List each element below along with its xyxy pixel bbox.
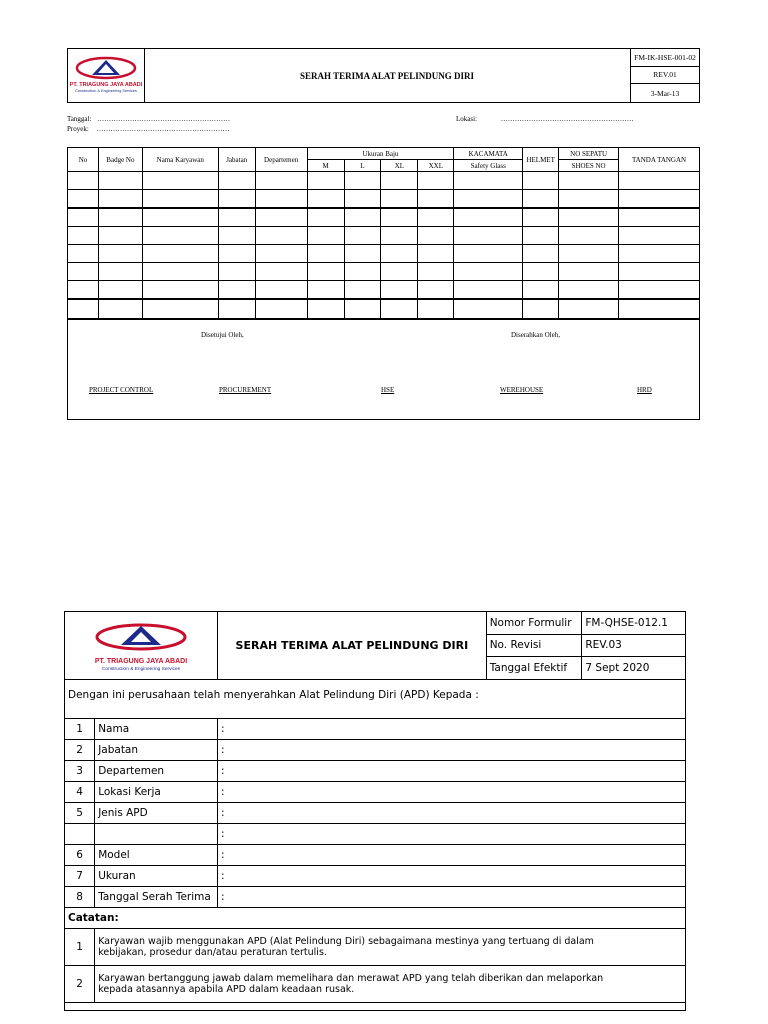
col-departemen: Departemen <box>255 148 307 172</box>
field-row <box>65 740 686 761</box>
table-cell <box>344 208 381 227</box>
apd-distribution-table <box>67 147 700 320</box>
field-row <box>65 845 686 866</box>
table-cell <box>381 299 418 320</box>
col-nama: Nama Karyawan <box>142 148 218 172</box>
signer-procurement: PROCUREMENT <box>219 386 272 394</box>
note-text <box>95 966 686 1003</box>
table-cell <box>619 263 700 281</box>
table-cell <box>523 190 559 209</box>
notes-body <box>65 929 686 1003</box>
col-ttd: TANDA TANGAN <box>619 148 700 172</box>
field-row <box>65 761 686 782</box>
col-sepatu: NO SEPATU <box>559 148 619 160</box>
company-logo <box>68 49 145 102</box>
field-label: Nama <box>95 719 218 740</box>
table-cell <box>454 227 523 245</box>
field-number <box>65 824 95 845</box>
table-cell <box>307 281 344 300</box>
tanggal-dots: ………………………………………………… <box>97 115 231 123</box>
form1-meta <box>631 49 699 102</box>
proyek-label: Proyek: <box>67 125 89 133</box>
field-label: Model <box>95 845 218 866</box>
table-cell <box>218 190 255 209</box>
field-row <box>65 719 686 740</box>
field-label: Jenis APD <box>95 803 218 824</box>
table-cell <box>255 245 307 263</box>
field-number: 6 <box>65 845 95 866</box>
field-value[interactable]: : <box>218 824 686 845</box>
table-cell <box>98 245 142 263</box>
table-cell <box>559 281 619 300</box>
field-row <box>65 824 686 845</box>
col-shoes: SHOES NO <box>559 160 619 172</box>
table-cell <box>218 299 255 320</box>
table-cell <box>619 281 700 300</box>
table-cell <box>523 263 559 281</box>
table-row <box>68 172 700 190</box>
table-cell <box>68 299 99 320</box>
table-cell <box>454 172 523 190</box>
table-cell <box>255 190 307 209</box>
table-cell <box>142 281 218 300</box>
col-badge: Badge No <box>98 148 142 172</box>
intro-text: Dengan ini perusahaan telah menyerahkan Alat Pelindung Diri (APD) Kepada : <box>65 680 686 711</box>
table-cell <box>68 208 99 227</box>
field-value[interactable]: : <box>218 740 686 761</box>
form1-title: SERAH TERIMA ALAT PELINDUNG DIRI <box>144 49 631 102</box>
table-cell <box>344 299 381 320</box>
table-cell <box>454 263 523 281</box>
table-cell <box>418 245 454 263</box>
table-cell <box>381 190 418 209</box>
table-cell <box>418 227 454 245</box>
table-cell <box>255 299 307 320</box>
col-ukuran: Ukuran Baju <box>307 148 454 160</box>
table-cell <box>619 190 700 209</box>
table-cell <box>307 172 344 190</box>
fields-body <box>65 719 686 908</box>
field-value[interactable]: : <box>218 761 686 782</box>
table-cell <box>142 245 218 263</box>
field-row <box>65 803 686 824</box>
form1-date: 3-Mar-13 <box>650 88 680 98</box>
table-cell <box>454 245 523 263</box>
table-cell <box>381 172 418 190</box>
field-number: 1 <box>65 719 95 740</box>
meta-value: REV.03 <box>582 634 686 657</box>
table-row <box>68 281 700 300</box>
signer-hrd: HRD <box>637 386 652 394</box>
table-cell <box>418 172 454 190</box>
table-cell <box>218 172 255 190</box>
proyek-dots: ………………………………………………… <box>96 125 230 133</box>
col-jabatan: Jabatan <box>218 148 255 172</box>
logo2-company-text: PT. TRIAGUNG JAYA ABADI <box>94 658 188 665</box>
form1-code: FM-IK-HSE-001-02 <box>631 49 699 67</box>
meta-label: Tanggal Efektif <box>486 657 582 680</box>
table-cell <box>68 227 99 245</box>
table-cell <box>307 190 344 209</box>
table-cell <box>344 245 381 263</box>
table-cell <box>559 190 619 209</box>
table-cell <box>344 172 381 190</box>
table-cell <box>68 190 99 209</box>
table-cell <box>307 208 344 227</box>
table-cell <box>307 299 344 320</box>
logo-sub-text: Construction & Engineering Services <box>75 89 137 93</box>
table-cell <box>68 172 99 190</box>
table-cell <box>559 227 619 245</box>
field-number: 4 <box>65 782 95 803</box>
table-cell <box>344 263 381 281</box>
table-row <box>68 299 700 320</box>
logo-company-text: PT. TRIAGUNG JAYA ABADI <box>69 82 143 88</box>
note-line: Karyawan wajib menggunakan APD (Alat Pelindung Diri) sebagaimana mestinya yang tertuang di dalam <box>98 936 594 947</box>
table-cell <box>68 281 99 300</box>
table-cell <box>523 208 559 227</box>
table-cell <box>523 299 559 320</box>
table-cell <box>307 245 344 263</box>
table-cell <box>98 208 142 227</box>
table-cell <box>454 281 523 300</box>
bottom-row <box>65 1003 686 1011</box>
table-cell <box>142 263 218 281</box>
field-label: Departemen <box>95 761 218 782</box>
meta-label: Nomor Formulir <box>486 612 582 635</box>
meta-label: No. Revisi <box>486 634 582 657</box>
logo2-sub-text: Construction & Engineering Services <box>101 667 181 672</box>
note-line: kebijakan, prosedur dan/atau peraturan tertulis. <box>98 947 327 958</box>
table-row <box>68 190 700 209</box>
table-cell <box>454 190 523 209</box>
table-cell <box>255 172 307 190</box>
table-cell <box>98 190 142 209</box>
field-number: 7 <box>65 866 95 887</box>
table-cell <box>619 208 700 227</box>
catatan-label: Catatan: <box>65 908 686 929</box>
table-cell <box>418 208 454 227</box>
col-m: M <box>307 160 344 172</box>
table-cell <box>523 245 559 263</box>
table-cell <box>255 263 307 281</box>
table-cell <box>559 172 619 190</box>
table-cell <box>523 227 559 245</box>
signer-hse: HSE <box>381 386 395 394</box>
field-value[interactable]: : <box>218 845 686 866</box>
disetujui-label: Disetujui Oleh, <box>201 331 244 339</box>
table-cell <box>142 299 218 320</box>
note-line: kepada atasannya apabila APD dalam keadaan rusak. <box>98 984 355 995</box>
col-xxl: XXL <box>418 160 454 172</box>
table-cell <box>142 227 218 245</box>
lokasi-label: Lokasi: <box>456 115 477 123</box>
col-l: L <box>344 160 381 172</box>
table-cell <box>68 263 99 281</box>
form2-logo <box>65 612 218 680</box>
field-label: Jabatan <box>95 740 218 761</box>
field-label: Lokasi Kerja <box>95 782 218 803</box>
table-cell <box>619 227 700 245</box>
table-cell <box>619 299 700 320</box>
proyek-line <box>67 125 230 133</box>
table-cell <box>255 281 307 300</box>
table-cell <box>381 263 418 281</box>
tanggal-line <box>67 115 230 123</box>
form1-header <box>67 48 700 103</box>
table-cell <box>68 245 99 263</box>
table-body <box>68 172 700 320</box>
table-cell <box>142 172 218 190</box>
field-value[interactable]: : <box>218 887 686 908</box>
table-cell <box>98 227 142 245</box>
field-row <box>65 782 686 803</box>
form1-rev: REV.01 <box>631 67 699 85</box>
table-cell <box>381 281 418 300</box>
table-row <box>68 263 700 281</box>
note-text <box>95 929 686 966</box>
form2-title: SERAH TERIMA ALAT PELINDUNG DIRI <box>218 612 487 680</box>
form1-signature-area <box>67 318 700 420</box>
field-value[interactable]: : <box>218 719 686 740</box>
table-cell <box>344 190 381 209</box>
table-cell <box>523 172 559 190</box>
col-safety: Safety Glass <box>454 160 523 172</box>
field-row <box>65 887 686 908</box>
note-number: 2 <box>65 966 95 1003</box>
table-cell <box>344 227 381 245</box>
table-cell <box>218 208 255 227</box>
field-number: 8 <box>65 887 95 908</box>
field-label: Tanggal Serah Terima <box>95 887 218 908</box>
table-cell <box>559 245 619 263</box>
table-cell <box>619 245 700 263</box>
table-cell <box>142 190 218 209</box>
tanggal-label: Tanggal: <box>67 115 92 123</box>
form2-table <box>64 611 686 1011</box>
col-kacamata: KACAMATA <box>454 148 523 160</box>
note-number: 1 <box>65 929 95 966</box>
table-cell <box>454 208 523 227</box>
table-cell <box>98 172 142 190</box>
note-row <box>65 966 686 1003</box>
table-cell <box>454 299 523 320</box>
table-row <box>68 227 700 245</box>
col-no: No <box>68 148 99 172</box>
table-cell <box>418 299 454 320</box>
table-cell <box>381 208 418 227</box>
table-cell <box>559 299 619 320</box>
table-row <box>68 245 700 263</box>
signer-project-control: PROJECT CONTROL <box>89 386 154 394</box>
table-cell <box>418 263 454 281</box>
table-cell <box>381 227 418 245</box>
table-cell <box>619 172 700 190</box>
field-number: 3 <box>65 761 95 782</box>
table-cell <box>307 227 344 245</box>
meta-value: 7 Sept 2020 <box>582 657 686 680</box>
table-cell <box>98 299 142 320</box>
table-cell <box>381 245 418 263</box>
spacer <box>65 711 686 719</box>
table-cell <box>98 263 142 281</box>
meta-value: FM-QHSE-012.1 <box>582 612 686 635</box>
table-cell <box>218 227 255 245</box>
table-cell <box>218 263 255 281</box>
table-cell <box>98 281 142 300</box>
table-cell <box>218 245 255 263</box>
field-row <box>65 866 686 887</box>
signer-warehouse: WEREHOUSE <box>500 386 544 394</box>
lokasi-dots: ………………………………………………… <box>500 115 634 123</box>
field-value[interactable]: : <box>218 866 686 887</box>
table-cell <box>255 208 307 227</box>
table-cell <box>218 281 255 300</box>
table-cell <box>559 208 619 227</box>
note-row <box>65 929 686 966</box>
table-cell <box>307 263 344 281</box>
table-cell <box>559 263 619 281</box>
table-row <box>68 208 700 227</box>
field-label <box>95 824 218 845</box>
field-label: Ukuran <box>95 866 218 887</box>
lokasi-line <box>456 115 634 123</box>
note-line: Karyawan bertanggung jawab dalam memelihara dan merawat APD yang telah diberikan dan melaporkan <box>98 973 604 984</box>
field-value[interactable]: : <box>218 803 686 824</box>
col-xl: XL <box>381 160 418 172</box>
table-cell <box>418 190 454 209</box>
field-number: 5 <box>65 803 95 824</box>
table-cell <box>418 281 454 300</box>
table-cell <box>255 227 307 245</box>
table-cell <box>142 208 218 227</box>
table-cell <box>344 281 381 300</box>
table-cell <box>523 281 559 300</box>
field-value[interactable]: : <box>218 782 686 803</box>
diserahkan-label: Diserahkan Oleh, <box>511 331 560 339</box>
field-number: 2 <box>65 740 95 761</box>
col-helmet: HELMET <box>523 148 559 172</box>
